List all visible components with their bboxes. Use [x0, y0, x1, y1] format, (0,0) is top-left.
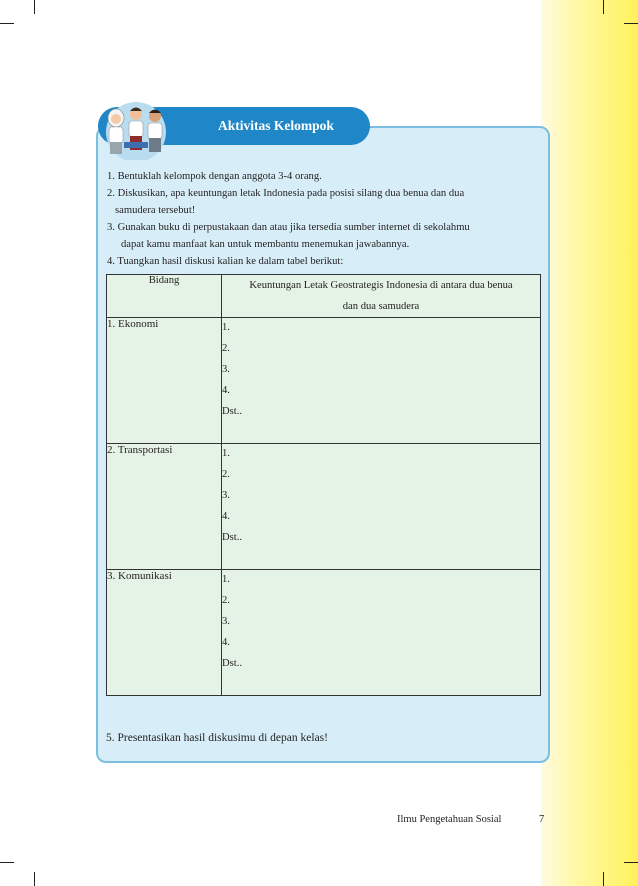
- list-item: 1.: [222, 574, 230, 585]
- instruction-3: 3. Gunakan buku di perpustakaan dan atau jika tersedia sumber internet di sekolahmu: [107, 222, 470, 233]
- crop-mark: [34, 0, 35, 14]
- discussion-table: [106, 274, 541, 696]
- table-header-row: [107, 275, 541, 318]
- list-item: 3.: [222, 364, 230, 375]
- instructions-list: [107, 168, 537, 270]
- row-field: 3. Komunikasi: [107, 570, 222, 696]
- instruction-2: 2. Diskusikan, apa keuntungan letak Indonesia pada posisi silang dua benua dan dua: [107, 188, 465, 199]
- list-item: 4.: [222, 385, 230, 396]
- students-illustration: [100, 96, 172, 160]
- table-row: [107, 444, 541, 570]
- crop-mark: [624, 23, 638, 24]
- page-number: 7: [539, 814, 545, 825]
- crop-mark: [0, 23, 14, 24]
- list-item: Dst..: [222, 658, 243, 669]
- row-field: 2. Transportasi: [107, 444, 222, 570]
- table-row: [107, 570, 541, 696]
- list-item: 2.: [222, 343, 230, 354]
- header-benefit-line2: dan dua samudera: [342, 301, 420, 312]
- book-title: Ilmu Pengetahuan Sosial: [397, 814, 502, 825]
- list-item: 3.: [222, 490, 230, 501]
- list-item: 2.: [222, 595, 230, 606]
- final-task: 5. Presentasikan hasil diskusimu di depan kelas!: [106, 732, 328, 744]
- instruction-2-continued: samudera tersebut!: [115, 205, 196, 216]
- row-items: [222, 318, 541, 444]
- crop-mark: [624, 862, 638, 863]
- header-benefit: [222, 275, 541, 318]
- instruction-4: 4. Tuangkan hasil diskusi kalian ke dalam tabel berikut:: [107, 256, 344, 267]
- instruction-1: 1. Bentuklah kelompok dengan anggota 3-4 orang.: [107, 171, 322, 182]
- table-row: [107, 318, 541, 444]
- row-items: [222, 570, 541, 696]
- list-item: Dst..: [222, 406, 243, 417]
- list-item: 4.: [222, 637, 230, 648]
- header-field: Bidang: [107, 275, 222, 318]
- instruction-3-continued: dapat kamu manfaat kan untuk membantu menemukan jawabannya.: [121, 239, 410, 250]
- list-item: 2.: [222, 469, 230, 480]
- crop-mark: [603, 872, 604, 886]
- list-item: 1.: [222, 448, 230, 459]
- crop-mark: [0, 862, 14, 863]
- row-items: [222, 444, 541, 570]
- list-item: Dst..: [222, 532, 243, 543]
- list-item: 4.: [222, 511, 230, 522]
- list-item: 1.: [222, 322, 230, 333]
- crop-mark: [34, 872, 35, 886]
- crop-mark: [603, 0, 604, 14]
- list-item: 3.: [222, 616, 230, 627]
- row-field: 1. Ekonomi: [107, 318, 222, 444]
- header-benefit-line1: Keuntungan Letak Geostrategis Indonesia di antara dua benua: [249, 280, 513, 291]
- activity-title: Aktivitas Kelompok: [218, 118, 334, 133]
- page-margin-band: [541, 0, 638, 886]
